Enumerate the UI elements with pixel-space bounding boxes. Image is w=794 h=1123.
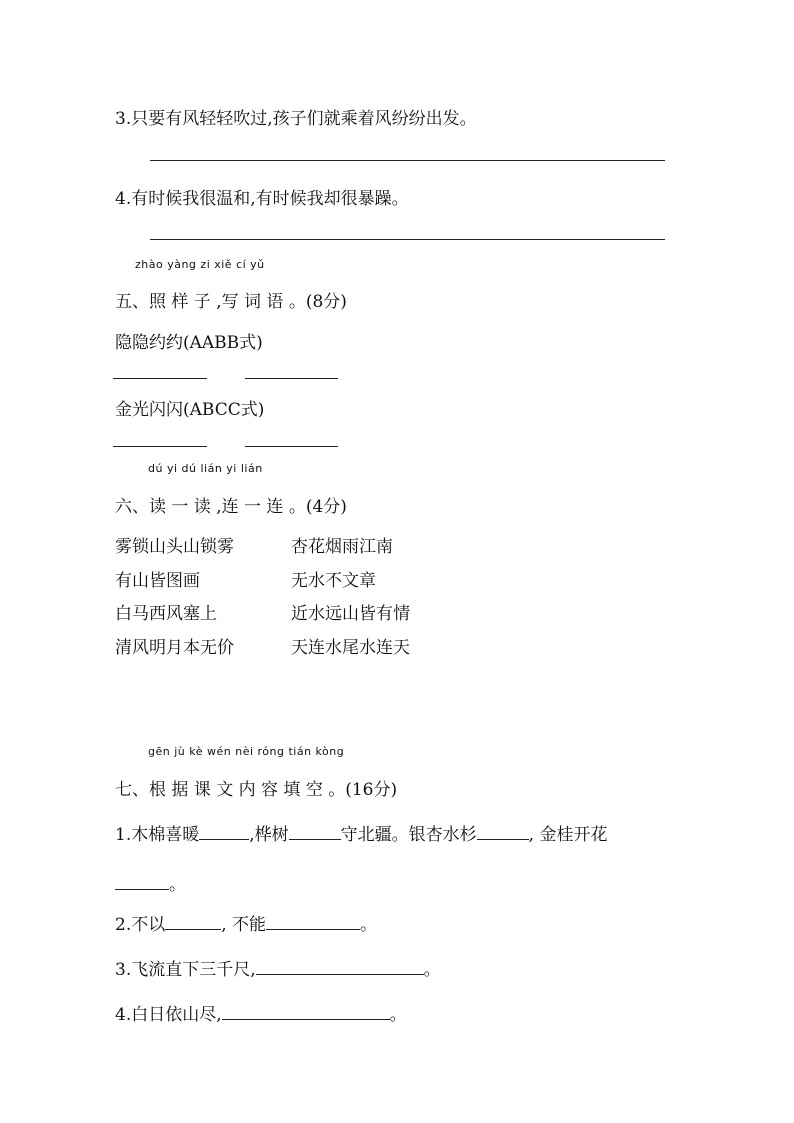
section5-item-2: 金光闪闪(ABCC式) [115,400,265,420]
match-right-1[interactable]: 杏花烟雨江南 [291,537,393,557]
match-right-3[interactable]: 近水远山皆有情 [291,604,410,624]
q1-text-e: 。 [169,875,186,895]
match-left-3[interactable]: 白马西风塞上 [115,604,217,624]
sentence-3: 3.只要有风轻轻吹过,孩子们就乘着风纷纷出发。 [115,109,477,129]
fill-question-1 [115,820,607,845]
fill-question-1-cont [115,870,186,895]
q4-text-a: 4.白日依山尽, [115,1005,222,1025]
q1-text-a: 1.木棉喜暖 [115,825,200,845]
match-left-1[interactable]: 雾锁山头山锁雾 [115,537,234,557]
match-left-2[interactable]: 有山皆图画 [115,571,200,591]
match-left-4[interactable]: 清风明月本无价 [115,638,234,658]
sentence-4: 4.有时候我很温和,有时候我却很暴躁。 [115,189,409,209]
section6-pinyin: dú yi dú lián yi lián [148,462,263,475]
q3-blank-1[interactable] [256,960,424,975]
q1-blank-4[interactable] [115,875,169,890]
section5-pinyin: zhào yàng zi xiě cí yǔ [135,258,265,271]
q4-text-b: 。 [389,1005,407,1025]
match-right-2[interactable]: 无水不文章 [291,571,376,591]
q1-text-d: , 金桂开花 [528,825,608,845]
fill-question-3 [115,955,441,980]
section6-title: 六、读 一 读 ,连 一 连 。(4分) [115,497,347,517]
section5-blank-2a[interactable] [113,446,207,447]
q1-blank-2[interactable] [289,825,341,840]
answer-line-3[interactable] [150,160,665,161]
q1-blank-3[interactable] [477,825,529,840]
q1-text-b: ,桦树 [249,825,289,845]
q2-blank-2[interactable] [266,915,360,930]
q1-text-c: 守北疆。银杏水杉 [340,825,477,845]
section5-blank-1a[interactable] [113,378,207,379]
match-right-4[interactable]: 天连水尾水连天 [291,638,410,658]
q2-text-b: , 不能 [221,915,267,935]
q1-blank-1[interactable] [199,825,249,840]
q2-text-a: 2.不以 [115,915,166,935]
answer-line-4[interactable] [150,239,665,240]
q3-text-b: 。 [423,960,441,980]
section5-title: 五、照 样 子 ,写 词 语 。(8分) [115,292,347,312]
section5-blank-2b[interactable] [245,446,338,447]
q2-text-c: 。 [360,915,378,935]
q3-text-a: 3.飞流直下三千尺, [115,960,256,980]
section5-blank-1b[interactable] [245,378,338,379]
section7-title: 七、根 据 课 文 内 容 填 空 。(16分) [115,780,398,800]
q4-blank-1[interactable] [222,1005,390,1020]
section5-item-1: 隐隐约约(AABB式) [115,333,263,353]
fill-question-4 [115,1000,407,1025]
section7-pinyin: gēn jù kè wén nèi róng tián kòng [148,745,345,758]
q2-blank-1[interactable] [165,915,221,930]
fill-question-2 [115,910,377,935]
